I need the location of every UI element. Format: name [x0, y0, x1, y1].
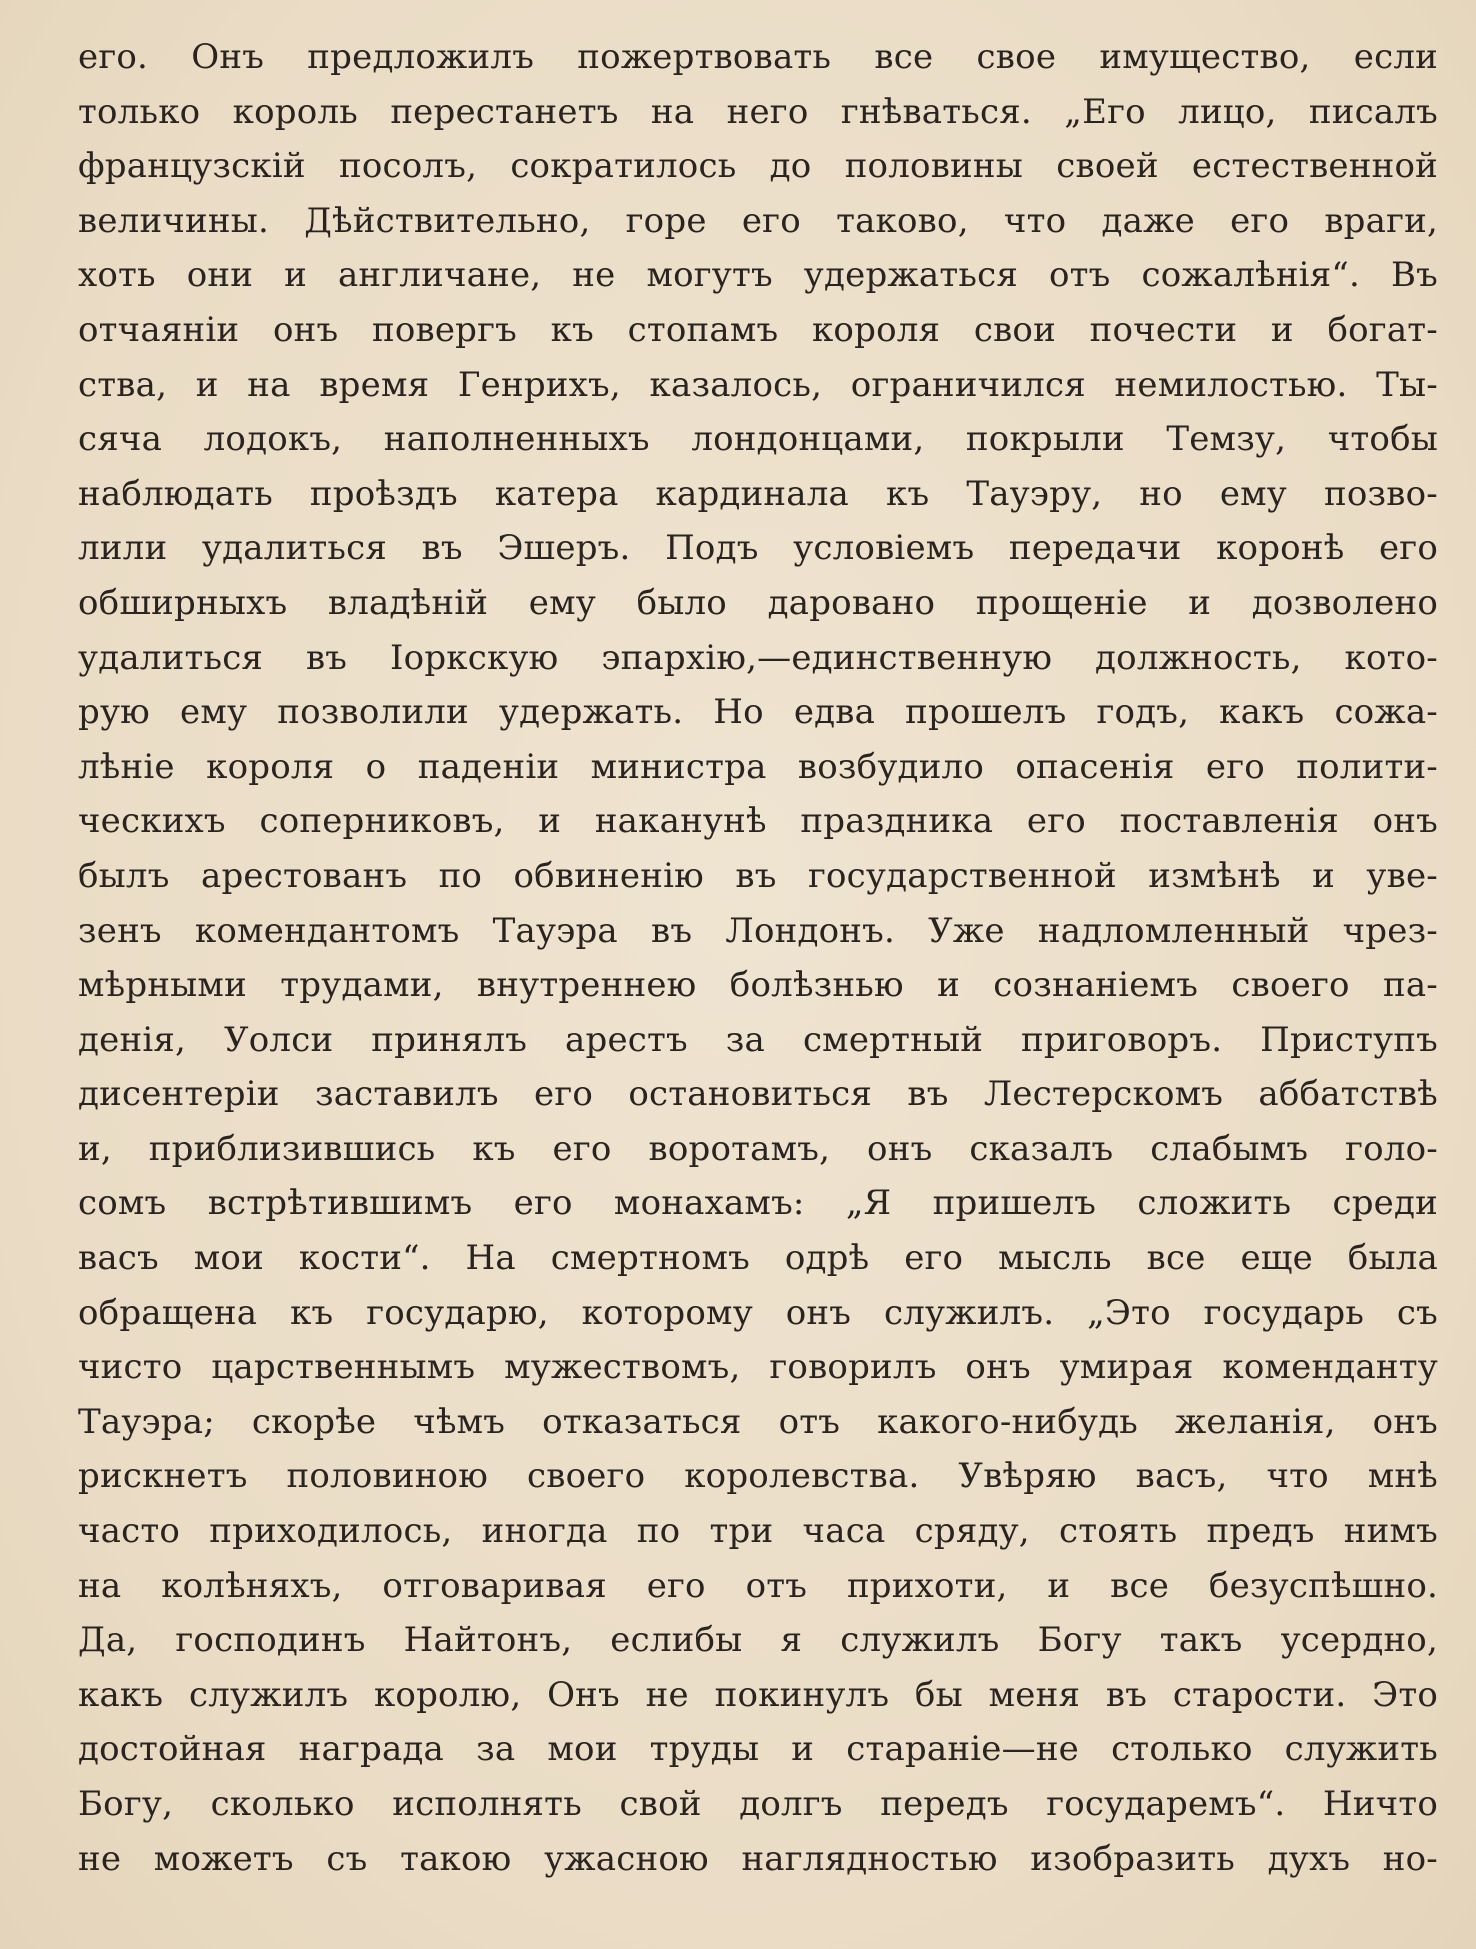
- text-line: французскій посолъ, сократилось до половины своей естественной: [78, 146, 1438, 187]
- text-line: рую ему позволили удержать. Но едва прошелъ годъ, какъ сожа-: [78, 692, 1438, 733]
- text-line: былъ арестованъ по обвиненію въ государственной измѣнѣ и уве-: [78, 855, 1438, 896]
- text-line: не можетъ съ такою ужасною наглядностью изобразить духъ но-: [78, 1838, 1438, 1879]
- text-line: Тауэра; скорѣе чѣмъ отказаться отъ какого-нибудь желанія, онъ: [78, 1401, 1438, 1442]
- text-line: обращена къ государю, которому онъ служилъ. „Это государь съ: [78, 1292, 1438, 1333]
- text-line: дисентеріи заставилъ его остановиться въ Лестерскомъ аббатствѣ: [78, 1074, 1438, 1115]
- text-line: сяча лодокъ, наполненныхъ лондонцами, покрыли Темзу, чтобы: [78, 419, 1438, 460]
- text-line: какъ служилъ королю, Онъ не покинулъ бы меня въ старости. Это: [78, 1674, 1438, 1715]
- text-line: зенъ комендантомъ Тауэра въ Лондонъ. Уже надломленный чрез-: [78, 910, 1438, 951]
- text-line: лѣніе короля о паденіи министра возбудило опасенія его полити-: [78, 746, 1438, 787]
- text-line: его. Онъ предложилъ пожертвовать все свое имущество, если: [78, 37, 1438, 77]
- text-line: рискнетъ половиною своего королевства. Увѣряю васъ, что мнѣ: [78, 1456, 1438, 1497]
- text-line: удалиться въ Іоркскую эпархію,—единственную должность, кото-: [78, 637, 1438, 678]
- text-line: величины. Дѣйствительно, горе его таково, что даже его враги,: [78, 200, 1438, 241]
- text-line: и, приблизившись къ его воротамъ, онъ сказалъ слабымъ голо-: [78, 1128, 1438, 1169]
- text-line: отчаяніи онъ повергъ къ стопамъ короля свои почести и богат-: [78, 309, 1438, 350]
- text-line: Богу, сколько исполнять свой долгъ передъ государемъ“. Ничто: [78, 1784, 1438, 1824]
- text-line: мѣрными трудами, внутреннею болѣзнью и сознаніемъ своего па-: [78, 965, 1438, 1006]
- text-line: хоть они и англичане, не могутъ удержаться отъ сожалѣнія“. Въ: [78, 255, 1438, 296]
- text-line: ческихъ соперниковъ, и наканунѣ праздника его поставленія онъ: [78, 801, 1438, 842]
- page-text: [78, 30, 1438, 1886]
- text-line: только король перестанетъ на него гнѣваться. „Его лицо, писалъ: [78, 91, 1438, 132]
- text-line: часто приходилось, иногда по три часа сряду, стоять предъ нимъ: [78, 1511, 1438, 1552]
- text-line: обширныхъ владѣній ему было даровано прощеніе и дозволено: [78, 582, 1438, 623]
- text-line: васъ мои кости“. На смертномъ одрѣ его мысль все еще была: [78, 1238, 1438, 1279]
- text-line: ства, и на время Генрихъ, казалось, ограничился немилостью. Ты-: [78, 364, 1438, 405]
- text-line: достойная награда за мои труды и стараніе—не столько служить: [78, 1729, 1438, 1770]
- text-line: лили удалиться въ Эшеръ. Подъ условіемъ передачи коронѣ его: [78, 528, 1438, 569]
- text-line: денія, Уолси принялъ арестъ за смертный приговоръ. Приступъ: [78, 1019, 1438, 1060]
- text-line: Да, господинъ Найтонъ, еслибы я служилъ Богу такъ усердно,: [78, 1620, 1438, 1661]
- text-line: чисто царственнымъ мужествомъ, говорилъ онъ умирая коменданту: [78, 1347, 1438, 1388]
- text-line: на колѣняхъ, отговаривая его отъ прихоти, и все безуспѣшно.: [78, 1565, 1438, 1606]
- text-line: сомъ встрѣтившимъ его монахамъ: „Я пришелъ сложить среди: [78, 1183, 1438, 1224]
- text-line: наблюдать проѣздъ катера кардинала къ Тауэру, но ему позво-: [78, 473, 1438, 514]
